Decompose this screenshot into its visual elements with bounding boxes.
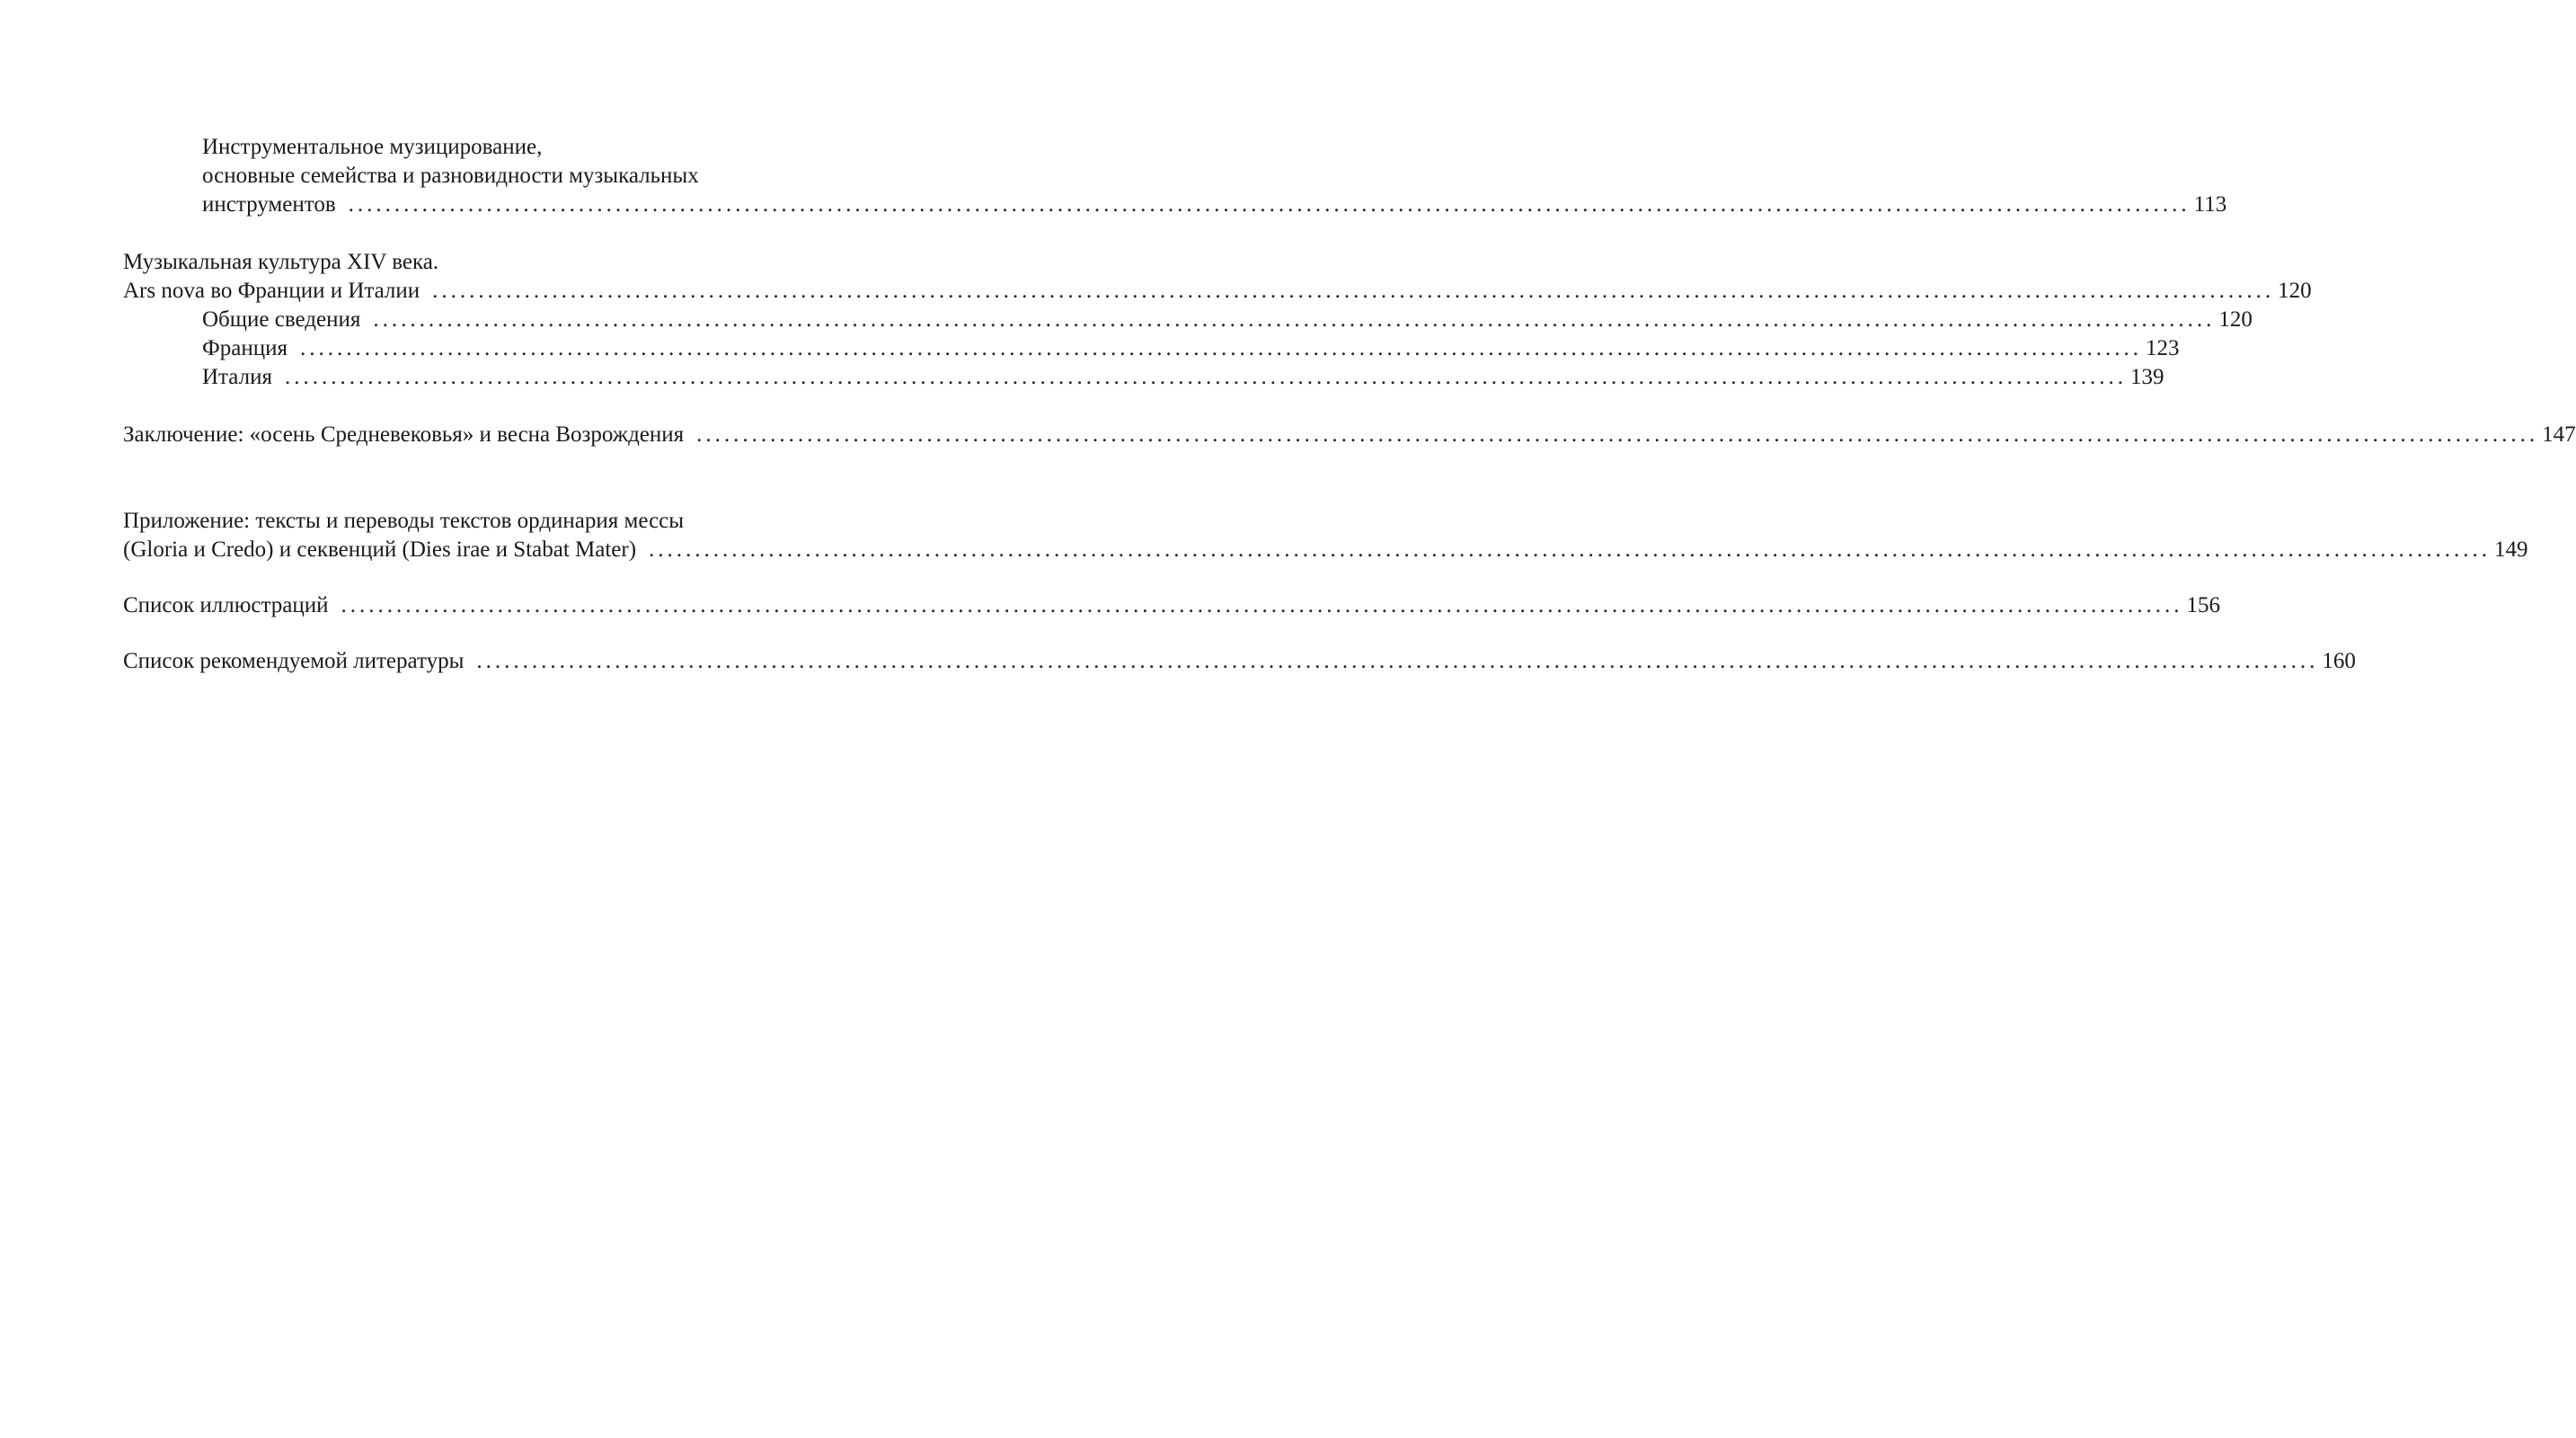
toc-entry-illustrations[interactable]	[123, 591, 2220, 620]
page-number: 160	[2322, 649, 2356, 673]
dot-leader: ........................................................................................................................................................................................................	[299, 336, 2142, 360]
dot-leader: ........................................................................................................................................................................................................	[649, 537, 2492, 562]
toc-entry-text: Италия	[202, 365, 272, 389]
toc-subentry-italy[interactable]	[123, 363, 2164, 392]
toc-entry-text: Общие сведения	[202, 307, 361, 332]
page-number: 113	[2193, 192, 2227, 217]
toc-subentry-france[interactable]	[123, 334, 2180, 363]
dot-leader: ........................................................................................................................................................................................................	[432, 279, 2275, 303]
page-number: 156	[2186, 593, 2220, 617]
toc-text-line	[123, 133, 848, 162]
dot-leader: ........................................................................................................................................................................................................	[373, 307, 2216, 332]
toc-entry-text: Ars nova во Франции и Италии	[123, 279, 420, 303]
dot-leader: ........................................................................................................................................................................................................	[341, 593, 2183, 617]
page-number: 120	[2278, 279, 2312, 303]
table-of-contents	[123, 133, 2576, 676]
toc-entry-appendix[interactable]	[123, 536, 2528, 564]
toc-entry-text: Инструментальное музицирование,	[202, 135, 543, 159]
toc-text-line	[123, 507, 848, 536]
toc-text-line	[123, 248, 848, 277]
page-number: 147	[2542, 422, 2576, 447]
page-number: 123	[2145, 336, 2180, 360]
toc-entry-text: основные семейства и разновидности музыкальных	[202, 164, 699, 188]
toc-entry-text: Приложение: тексты и переводы текстов ординария мессы	[123, 509, 685, 533]
dot-leader: ........................................................................................................................................................................................................	[696, 422, 2539, 447]
toc-entry-text: Заключение: «осень Средневековья» и весна Возрождения	[123, 422, 685, 447]
toc-entry-text: Список иллюстраций	[123, 593, 329, 617]
toc-entry-text: (Gloria и Credo) и секвенций (Dies irae и Stabat Mater)	[123, 537, 637, 562]
toc-entry-text: инструментов	[202, 192, 336, 217]
page-number: 149	[2494, 537, 2528, 562]
dot-leader: ........................................................................................................................................................................................................	[348, 192, 2191, 217]
toc-entry-ars-nova[interactable]	[123, 277, 2312, 306]
toc-entry-text: Список рекомендуемой литературы	[123, 649, 465, 673]
toc-entry-text: Франция	[202, 336, 288, 360]
toc-text-line	[123, 162, 848, 191]
page-number: 139	[2129, 365, 2164, 389]
toc-entry-conclusion[interactable]	[123, 421, 2576, 449]
toc-entry-literature[interactable]	[123, 647, 2356, 676]
toc-entry-text: Музыкальная культура XIV века.	[123, 250, 439, 274]
toc-subentry-general[interactable]	[123, 306, 2253, 334]
dot-leader: ........................................................................................................................................................................................................	[476, 649, 2319, 673]
page-number: 120	[2218, 307, 2253, 332]
toc-entry-instrumental[interactable]	[123, 191, 2227, 219]
dot-leader: ........................................................................................................................................................................................................	[284, 365, 2127, 389]
